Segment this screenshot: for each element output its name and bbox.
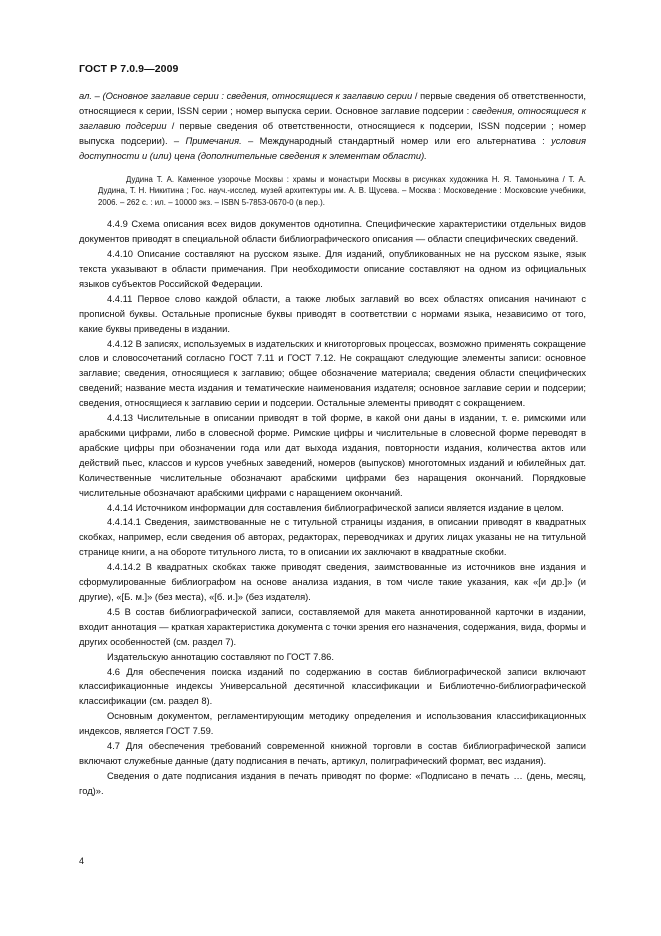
paragraph-4-4-14-2: 4.4.14.2 В квадратных скобках также приводят сведения, заимствованные из источников вне издания и сформулированные библиографом на основе анализа издания, в том числе такие указания, как «[и др.]» (и другие), «[Б. м.]» (без места), «[б. и.]» (без издателя). bbox=[79, 562, 586, 602]
intro-italic-1: сведения, относящиеся к заглавию серии bbox=[226, 91, 413, 101]
intro-paragraph bbox=[79, 89, 586, 164]
intro-text-3: – Международный стандартный номер или его альтернатива : bbox=[241, 135, 552, 146]
paragraph-classification-gost: Основным документом, регламентирующим методику определения и использования классификационных индексов, является ГОСТ 7.59. bbox=[79, 711, 586, 737]
paragraph-4-4-14: 4.4.14 Источником информации для составления библиографической записи является издание в целом. bbox=[107, 502, 564, 513]
document-header: ГОСТ Р 7.0.9—2009 bbox=[79, 63, 179, 75]
paragraph-4-4-12: 4.4.12 В записях, используемых в издательских и книготорговых процессах, возможно применять сокращение слов и словосочетаний согласно ГОСТ 7.11 и ГОСТ 7.12. Не сокращают следующие элементы записи: основное заглавие; сведения, относящиеся к заглавию; общее обозначение материала; сведения области специфических сведений; название места издания и тематические наименования издателя; основное заглавие серии и подсерии; сведения, относящиеся к заглавию серии и подсерии. Остальные элементы приводят с сокращением. bbox=[79, 338, 586, 409]
paragraph-4-5: 4.5 В состав библиографической записи, составляемой для макета аннотированной карточки в издании, входит аннотация — краткая характеристика документа с точки зрения его назначения, содержания, вида, формы и других особенностей (см. раздел 7). bbox=[79, 606, 586, 647]
document-body bbox=[79, 89, 586, 799]
paragraph-signing-date: Сведения о дате подписания издания в печать приводят по форме: «Подписано в печать … (день, месяц, год)». bbox=[79, 770, 586, 796]
intro-text-2: / первые сведения об ответственности, относящиеся к подсерии, ISSN подсерии ; номер выпуска подсерии). – bbox=[79, 120, 587, 146]
paragraph-4-4-11: 4.4.11 Первое слово каждой области, а также любых заглавий во всех областях описания начинают с прописной буквы. Остальные прописные буквы приводят в соответствии с нормами языка, независимо от того, какие буквы приведены в издании. bbox=[79, 293, 586, 334]
paragraph-4-4-10: 4.4.10 Описание составляют на русском языке. Для изданий, опубликованных не на русском языке, язык текста указывают в области примечания. При необходимости описание составляют на одном из официальных языков субъектов Российской Федерации. bbox=[79, 249, 586, 289]
paragraph-4-7: 4.7 Для обеспечения требований современной книжной торговли в состав библиографической записи включают служебные данные (дату подписания в печать, артикул, полиграфический формат, вес издания). bbox=[79, 741, 586, 766]
paragraph-annotation-gost: Издательскую аннотацию составляют по ГОСТ 7.86. bbox=[107, 651, 334, 662]
bibliographic-example: Дудина Т. А. Каменное узорочье Москвы : храмы и монастыри Москвы в рисунках художника Н. Я. Тамонькина / Т. А. Дудина, Т. Н. Никитина ; Гос. науч.-исслед. музей архитектуры им. А. В. Щусева. – Москва : Московедение : Московские учебники, 2006. – 262 с. : ил. – 10000 экз. – ISBN 5-7853-0670-0 (в пер.). bbox=[98, 174, 586, 207]
intro-text-1: / первые сведения об ответственности, относящиеся к серии, ISSN серии ; номер выпуска серии. Основное заглавие подсерии : bbox=[79, 91, 587, 116]
paragraph-4-4-13: 4.4.13 Числительные в описании приводят в той форме, в какой они даны в издании, т. е. римскими или арабскими цифрами, либо в словесной форме. Римские цифры и числительные в словесной форме переводят в арабские цифры при обозначении года или дат выхода издания, повторности издания, количества актов или действий пьес, классов и курсов учебных заведений, номеров (выпусков) многотомных изданий и юбилейных дат. Количественные числительные обозначают арабскими цифрами без наращения окончаний. Порядковые числительные обозначают арабскими цифрами с наращением окончаний. bbox=[79, 413, 586, 498]
paragraph-4-4-9: 4.4.9 Схема описания всех видов документов однотипна. Специфические характеристики отдельных видов документов приводят в специальной области библиографического описания — области специфических сведений. bbox=[79, 219, 586, 245]
paragraph-4-4-14-1: 4.4.14.1 Сведения, заимствованные не с титульной страницы издания, в описании приводят в квадратных скобках, например, если сведения об авторах, редакторах, переводчиках и других лицах указаны не на титульной странице книги, а на обороте титульного листа, то в описании их заключают в квадратные скобки. bbox=[79, 517, 586, 558]
intro-italic-3: Примечания. bbox=[185, 135, 242, 146]
paragraph-4-6: 4.6 Для обеспечения поиска изданий по содержанию в состав библиографической записи включают классификационные индексы Универсальной десятичной классификации и Библиотечно-библиографической классификации (см. раздел 8). bbox=[79, 666, 586, 707]
page-number: 4 bbox=[79, 856, 85, 866]
intro-italic-lead: ал. – (Основное заглавие серии : bbox=[79, 91, 227, 101]
intro-italic-4: условия доступности и (или) цена (дополнительные сведения к элементам области). bbox=[79, 135, 586, 161]
intro-italic-2: сведения, относящиеся к заглавию подсерии bbox=[79, 105, 587, 131]
